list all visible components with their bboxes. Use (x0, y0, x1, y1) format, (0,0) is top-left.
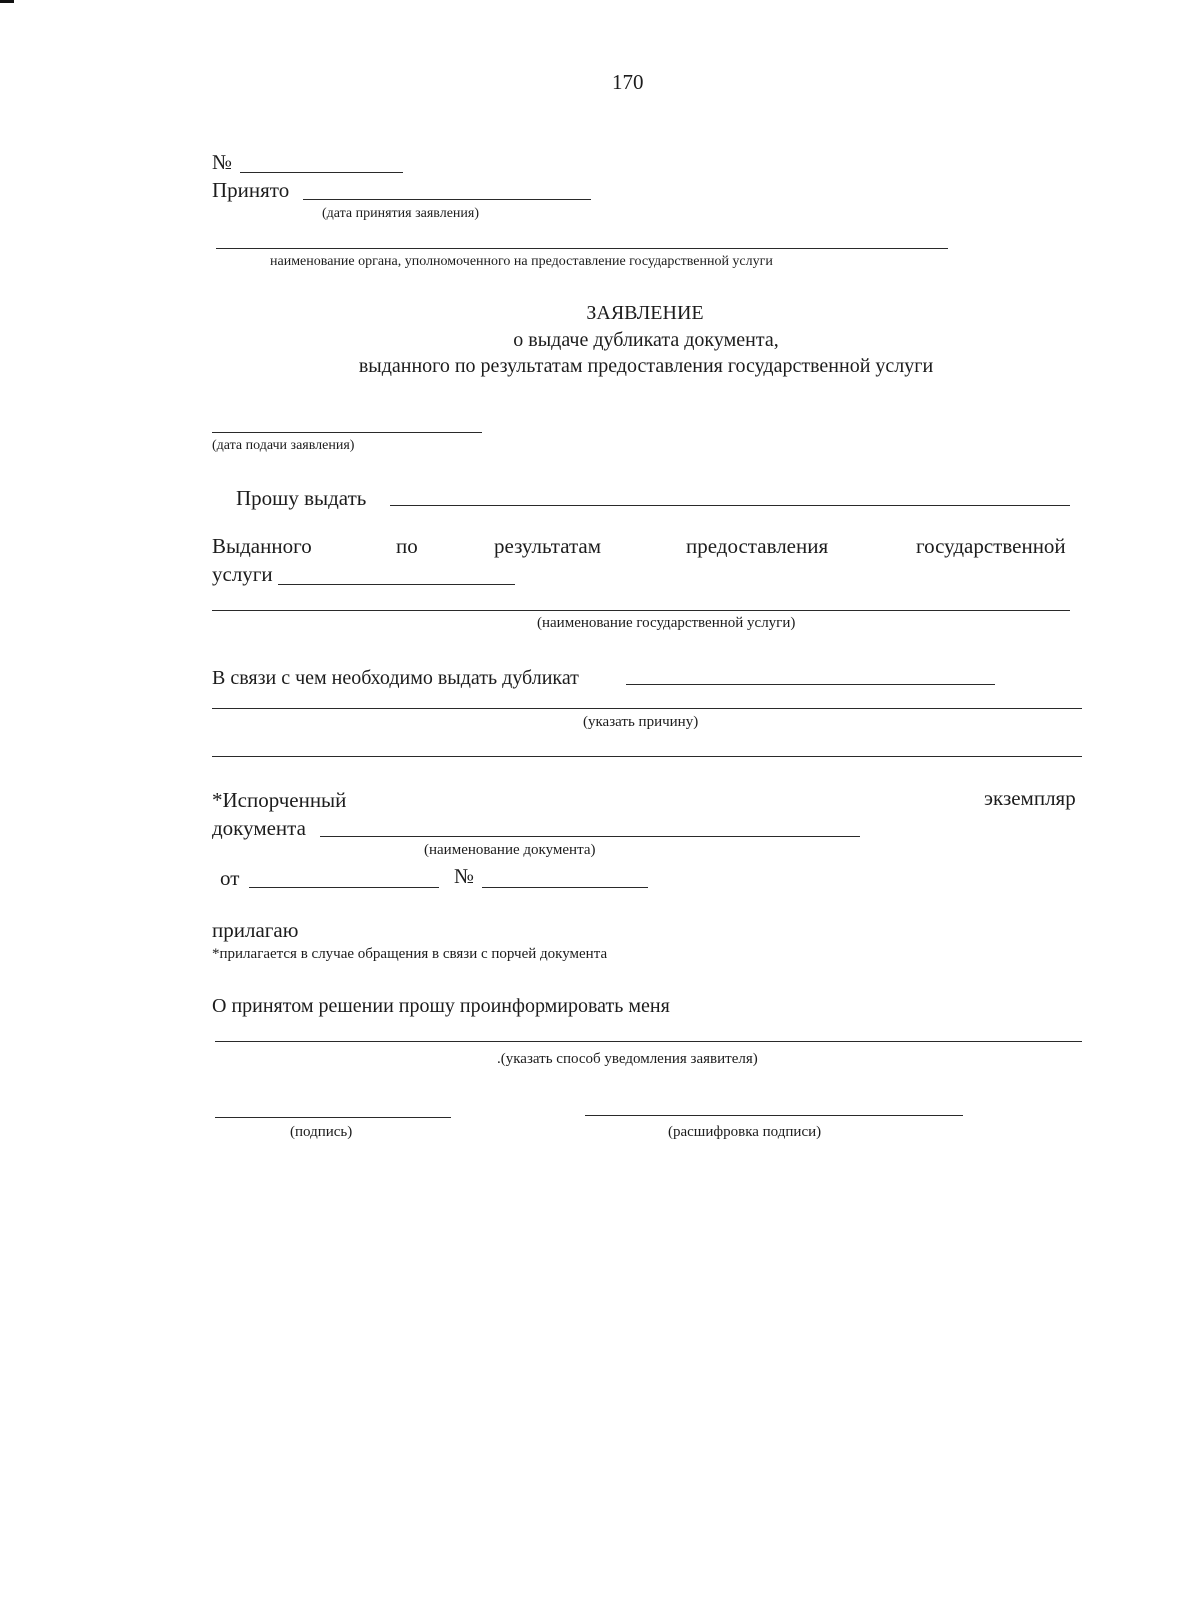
service-label: услуги (212, 562, 273, 586)
signature-decode-caption: (расшифровка подписи) (668, 1124, 822, 1140)
service-field[interactable] (212, 610, 1070, 611)
title-line-2: выданного по результатам предоставления государственной услуги (358, 355, 934, 377)
request-prompt: Прошу выдать (236, 486, 367, 510)
request-document-field[interactable] (390, 505, 1070, 506)
document-label: документа (212, 816, 306, 840)
attach-label: прилагаю (212, 918, 299, 942)
number-label: № (212, 150, 233, 174)
document-date-field[interactable] (249, 887, 439, 888)
authority-caption: наименование органа, уполномоченного на предоставление государственной услуги (270, 254, 773, 269)
issued-word-3: результатам (494, 534, 602, 558)
service-caption: (наименование государственной услуги) (537, 615, 796, 631)
document-title: ЗАЯВЛЕНИЕ (586, 302, 704, 324)
reason-field-inline[interactable] (626, 684, 995, 685)
accepted-date-field[interactable] (303, 199, 591, 200)
reason-caption: (указать причину) (583, 714, 699, 730)
copy-label: экземпляр (984, 786, 1076, 810)
document-number-label: № (454, 864, 475, 888)
reason-prompt: В связи с чем необходимо выдать дубликат (212, 667, 579, 689)
scan-corner-mark (0, 0, 14, 3)
signature-decode-field[interactable] (585, 1115, 963, 1116)
signature-field[interactable] (215, 1117, 451, 1118)
from-label: от (220, 866, 240, 890)
authority-field[interactable] (216, 248, 948, 249)
submission-date-caption: (дата подачи заявления) (212, 438, 355, 453)
issued-word-5: государственной (916, 534, 1066, 558)
signature-caption: (подпись) (290, 1124, 353, 1140)
notification-prompt: О принятом решении прошу проинформировать меня (212, 995, 670, 1017)
reason-field[interactable] (212, 708, 1082, 709)
issued-word-2: по (396, 534, 418, 558)
reason-field-extra[interactable] (212, 756, 1082, 757)
document-name-caption: (наименование документа) (424, 842, 596, 858)
service-field-inline[interactable] (278, 584, 515, 585)
page-number: 170 (612, 70, 644, 94)
notification-caption: .(указать способ уведомления заявителя) (497, 1051, 758, 1067)
damaged-label: *Испорченный (212, 788, 347, 812)
notification-method-field[interactable] (215, 1041, 1082, 1042)
document-number-field[interactable] (482, 887, 648, 888)
document-name-field[interactable] (320, 836, 860, 837)
accepted-date-caption: (дата принятия заявления) (322, 206, 480, 221)
attach-footnote: *прилагается в случае обращения в связи с порчей документа (212, 946, 608, 962)
issued-word-1: Выданного (212, 534, 312, 558)
submission-date-field[interactable] (212, 432, 482, 433)
title-line-1: о выдаче дубликата документа, (513, 329, 779, 351)
accepted-label: Принято (212, 178, 290, 202)
issued-word-4: предоставления (686, 534, 829, 558)
number-field[interactable] (240, 172, 403, 173)
